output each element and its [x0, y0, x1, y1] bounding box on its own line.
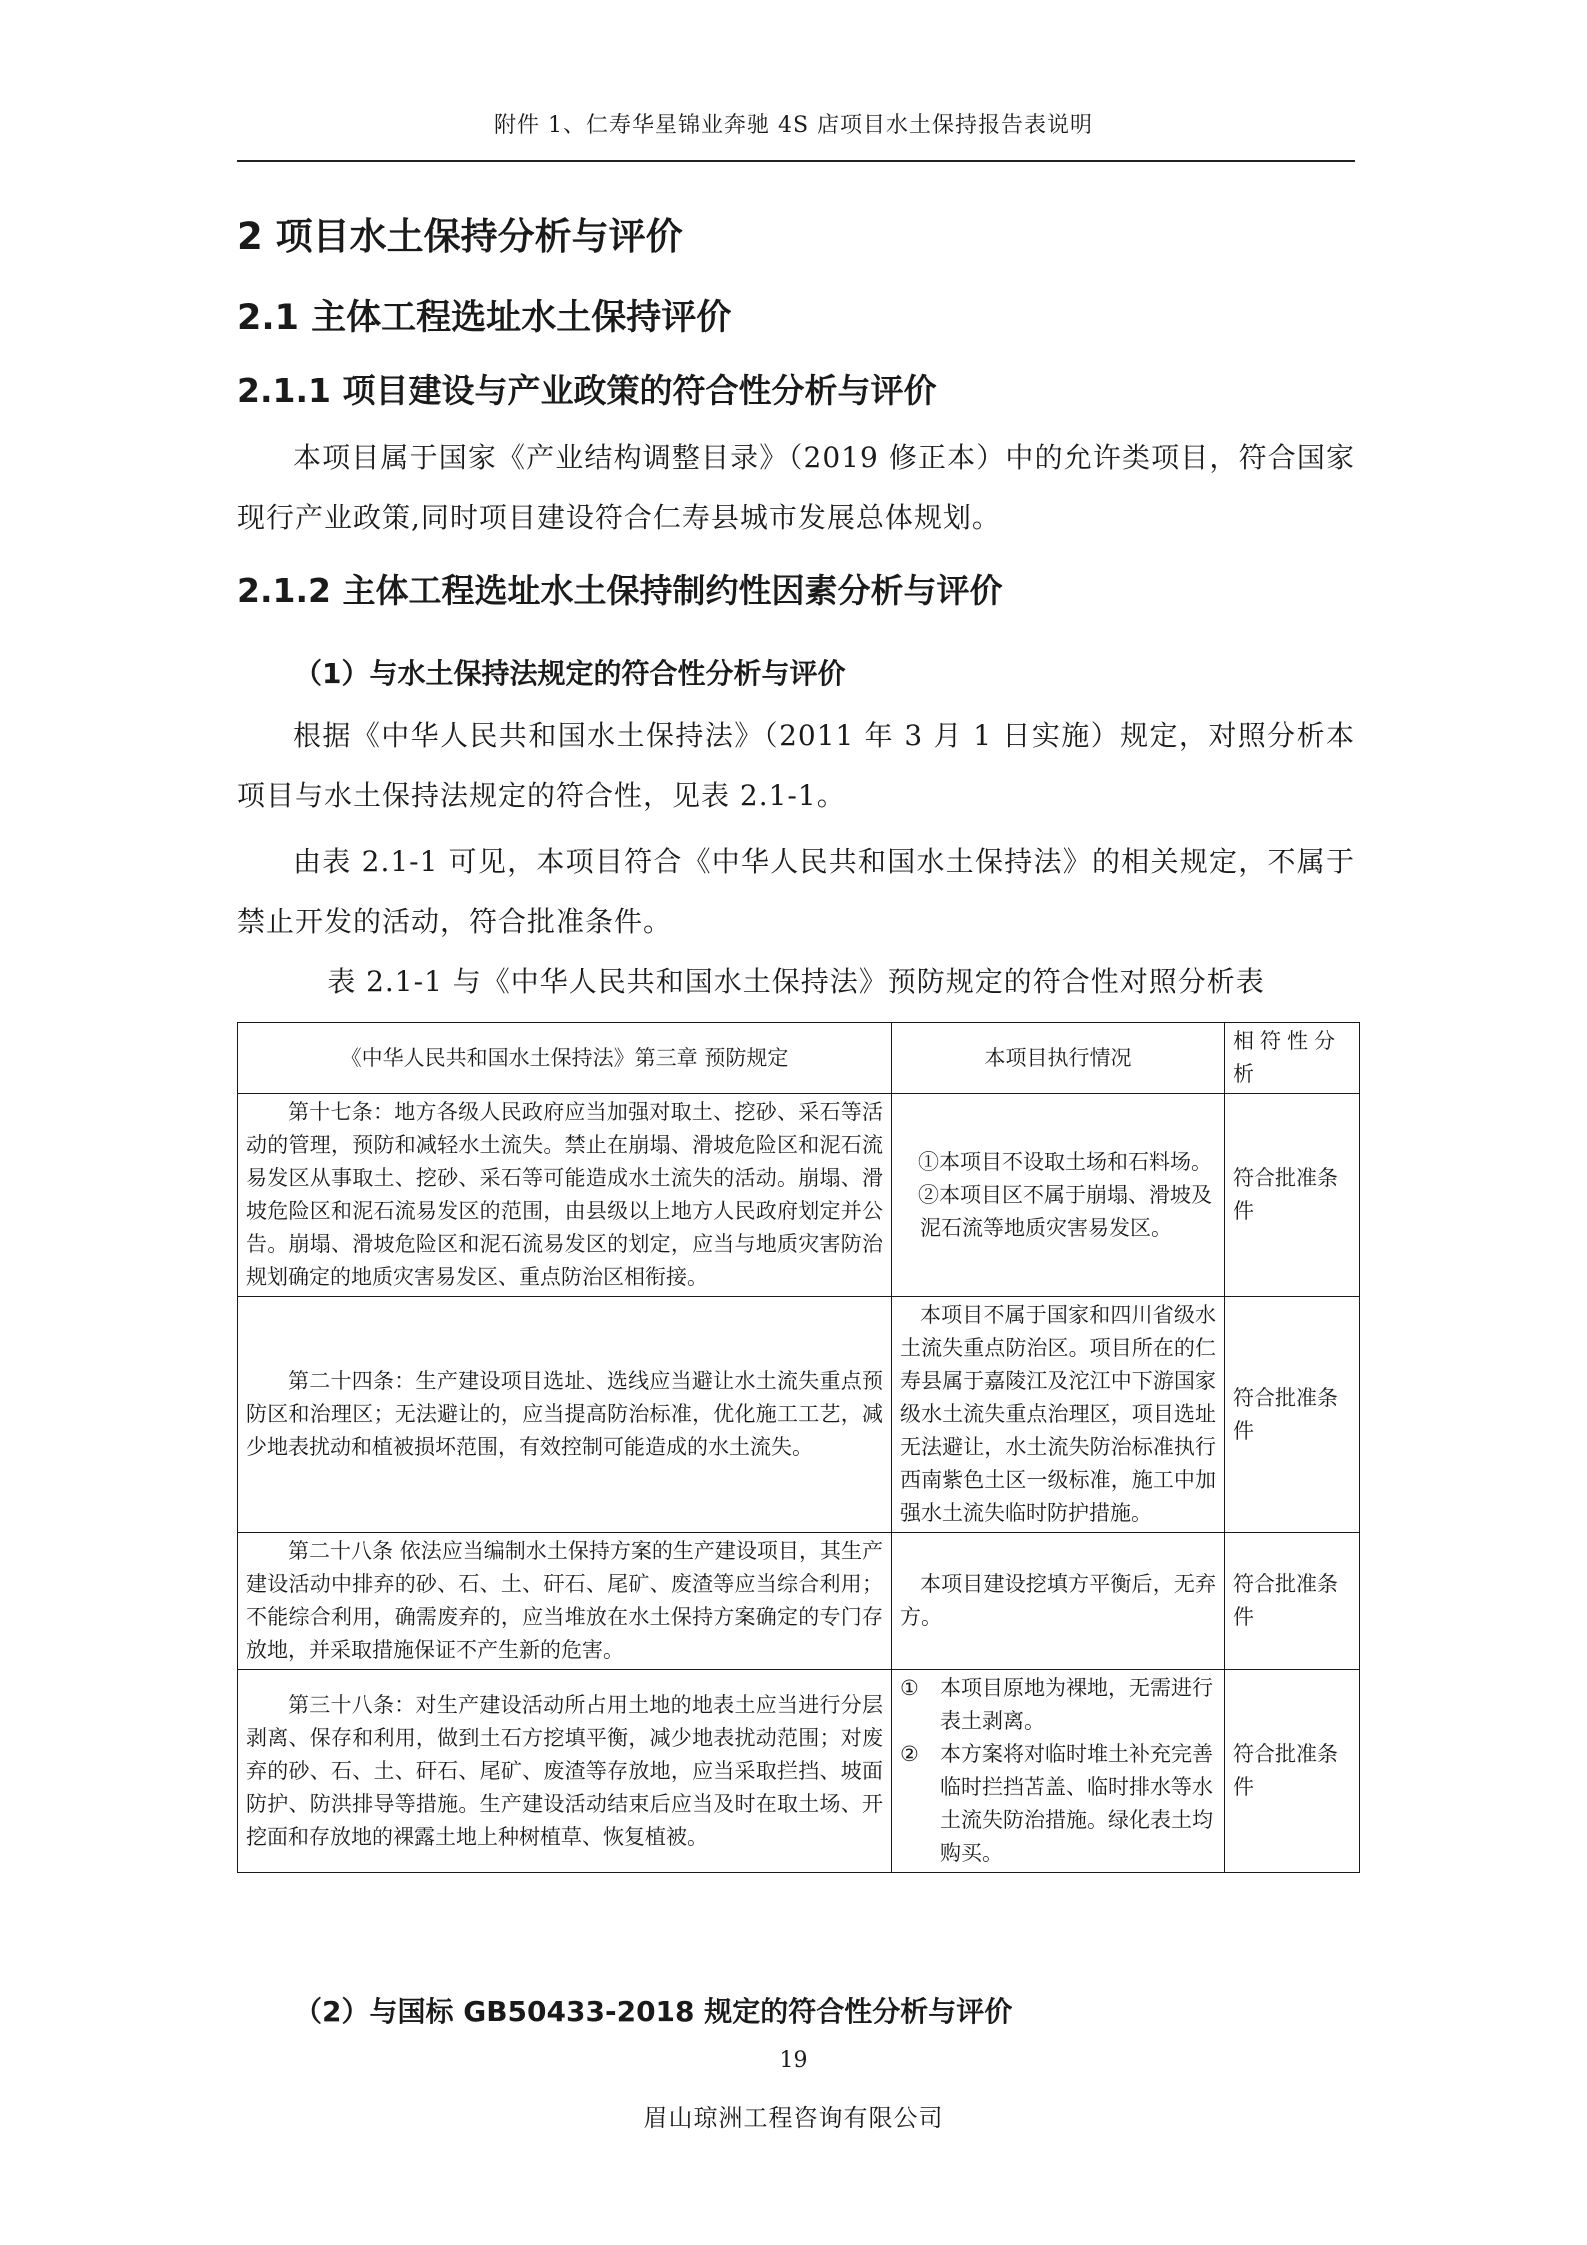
status-cell-24: 本项目不属于国家和四川省级水土流失重点防治区。项目所在的仁寿县属于嘉陵江及沱江中下游国家级水土流失重点治理区，项目选址无法避让，水土流失防治标准执行西南紫色土区一级标准，施工中加强水土流失临时防护措施。 [892, 1297, 1225, 1533]
result-cell: 符合批准条件 [1225, 1670, 1360, 1873]
table-row [238, 1670, 1360, 1873]
table-header-status: 本项目执行情况 [892, 1023, 1225, 1094]
status-cell-28: 本项目建设挖填方平衡后，无弃方。 [892, 1533, 1225, 1670]
table-caption: 表 2.1-1 与《中华人民共和国水土保持法》预防规定的符合性对照分析表 [327, 965, 1265, 998]
result-cell: 符合批准条件 [1225, 1297, 1360, 1533]
page-number: 19 [779, 2048, 808, 2073]
status-text: 本方案将对临时堆土补充完善临时拦挡苫盖、临时排水等水土流失防治措施。绿化表土均购买。 [940, 1742, 1213, 1865]
status-item [900, 1738, 1216, 1870]
paragraph-law-conclusion: 由表 2.1-1 可见，本项目符合《中华人民共和国水土保持法》的相关规定，不属于禁止开发的活动，符合批准条件。 [237, 845, 1355, 938]
table-header-row [238, 1023, 1360, 1094]
status-cell-38 [892, 1670, 1225, 1873]
law-clause-24: 第二十四条：生产建设项目选址、选线应当避让水土流失重点预防区和治理区；无法避让的，应当提高防治标准，优化施工工艺，减少地表扰动和植被损坏范围，有效控制可能造成的水土流失。 [238, 1297, 892, 1533]
subheading-gb-compliance: （2）与国标 GB50433-2018 规定的符合性分析与评价 [294, 1995, 1013, 2028]
law-clause-38: 第三十八条：对生产建设活动所占用土地的地表土应当进行分层剥离、保存和利用，做到土石方挖填平衡，减少地表扰动范围；对废弃的砂、石、土、矸石、尾矿、废渣等存放地，应当采取拦挡、坡面防护、防洪排导等措施。生产建设活动结束后应当及时在取土场、开挖面和存放地的裸露土地上种树植草、恢复植被。 [238, 1670, 892, 1873]
result-cell: 符合批准条件 [1225, 1533, 1360, 1670]
table-row [238, 1533, 1360, 1670]
section-heading-2-1-2: 2.1.2 主体工程选址水土保持制约性因素分析与评价 [237, 571, 1003, 610]
law-clause-28: 第二十八条 依法应当编制水土保持方案的生产建设项目，其生产建设活动中排弃的砂、石、土、矸石、尾矿、废渣等应当综合利用；不能综合利用，确需废弃的，应当堆放在水土保持方案确定的专门存放地，并采取措施保证不产生新的危害。 [238, 1533, 892, 1670]
table-header-law: 《中华人民共和国水土保持法》第三章 预防规定 [238, 1023, 892, 1094]
status-cell-17 [892, 1094, 1225, 1297]
status-text: 本项目原地为裸地，无需进行表土剥离。 [940, 1676, 1213, 1733]
section-heading-2: 2 项目水土保持分析与评价 [237, 215, 683, 258]
footer-company: 眉山琼洲工程咨询有限公司 [643, 2104, 944, 2132]
section-heading-2-1: 2.1 主体工程选址水土保持评价 [237, 298, 732, 338]
status-item [900, 1672, 1216, 1738]
paragraph-law-basis: 根据《中华人民共和国水土保持法》（2011 年 3 月 1 日实施）规定，对照分析本项目与水土保持法规定的符合性，见表 2.1-1。 [237, 719, 1355, 812]
status-item: ②本项目区不属于崩塌、滑坡及泥石流等地质灾害易发区。 [918, 1182, 1212, 1240]
status-item: ①本项目不设取土场和石料场。 [918, 1149, 1212, 1174]
result-cell: 符合批准条件 [1225, 1094, 1360, 1297]
list-number: ② [900, 1742, 919, 1766]
subheading-law-compliance: （1）与水土保持法规定的符合性分析与评价 [294, 657, 846, 690]
list-number: ① [900, 1676, 919, 1700]
paragraph-industry-policy: 本项目属于国家《产业结构调整目录》（2019 修正本）中的允许类项目，符合国家现行产业政策,同时项目建设符合仁寿县城市发展总体规划。 [237, 441, 1355, 534]
page-header: 附件 1、仁寿华星锦业奔驰 4S 店项目水土保持报告表说明 [493, 113, 1094, 138]
header-rule [237, 160, 1355, 162]
section-heading-2-1-1: 2.1.1 项目建设与产业政策的符合性分析与评价 [237, 371, 937, 410]
table-row [238, 1094, 1360, 1297]
table-header-result: 相符性分析 [1225, 1023, 1360, 1094]
law-clause-17: 第十七条：地方各级人民政府应当加强对取土、挖砂、采石等活动的管理，预防和减轻水土流失。禁止在崩塌、滑坡危险区和泥石流易发区从事取土、挖砂、采石等可能造成水土流失的活动。崩塌、滑坡危险区和泥石流易发区的范围，由县级以上地方人民政府划定并公告。崩塌、滑坡危险区和泥石流易发区的划定，应当与地质灾害防治规划确定的地质灾害易发区、重点防治区相衔接。 [238, 1094, 892, 1297]
compliance-table [237, 1022, 1360, 1873]
table-row [238, 1297, 1360, 1533]
